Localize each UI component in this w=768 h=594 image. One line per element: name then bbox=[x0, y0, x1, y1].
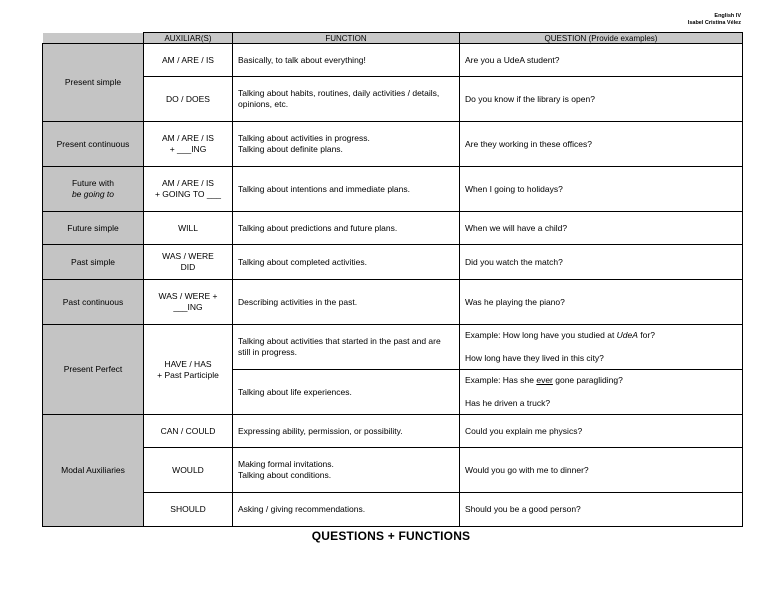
function-cell: Talking about predictions and future plans. bbox=[233, 212, 460, 245]
question-cell: Are they working in these offices? bbox=[460, 122, 743, 167]
function-cell bbox=[233, 448, 460, 493]
function-line: Making formal invitations. bbox=[238, 459, 334, 469]
tense-line: Future with bbox=[71, 178, 115, 188]
tense-past-continuous: Past continuous bbox=[43, 280, 144, 325]
question-line: Has he driven a truck? bbox=[465, 398, 551, 408]
column-header-question: QUESTION (Provide examples) bbox=[460, 33, 743, 44]
aux-cell: CAN / COULD bbox=[144, 415, 233, 448]
question-text: gone paragliding? bbox=[552, 375, 623, 385]
question-cell: Should you be a good person? bbox=[460, 493, 743, 527]
aux-line: WAS / WERE + bbox=[158, 291, 218, 301]
aux-line: + Past Participle bbox=[157, 369, 219, 380]
aux-line: HAVE / HAS bbox=[164, 358, 212, 369]
tense-future-going-to bbox=[43, 167, 144, 212]
aux-cell: SHOULD bbox=[144, 493, 233, 527]
question-cell: When we will have a child? bbox=[460, 212, 743, 245]
function-cell bbox=[233, 122, 460, 167]
header-course: English IV bbox=[714, 13, 741, 19]
question-italic: UdeA bbox=[616, 330, 638, 340]
function-cell: Talking about intentions and immediate plans. bbox=[233, 167, 460, 212]
question-cell bbox=[460, 370, 743, 415]
question-cell: Did you watch the match? bbox=[460, 245, 743, 280]
function-line: Talking about activities in progress. bbox=[238, 133, 370, 143]
aux-cell bbox=[144, 280, 233, 325]
aux-cell: DO / DOES bbox=[144, 77, 233, 122]
function-cell: Basically, to talk about everything! bbox=[233, 44, 460, 77]
question-cell bbox=[460, 325, 743, 370]
tense-future-simple: Future simple bbox=[43, 212, 144, 245]
grammar-table bbox=[42, 32, 743, 527]
question-cell: Was he playing the piano? bbox=[460, 280, 743, 325]
tense-present-continuous: Present continuous bbox=[43, 122, 144, 167]
aux-line: + GOING TO ___ bbox=[154, 189, 222, 199]
tense-present-perfect: Present Perfect bbox=[43, 325, 144, 415]
column-header-function: FUNCTION bbox=[233, 33, 460, 44]
question-line: How long have they lived in this city? bbox=[465, 353, 604, 363]
question-line bbox=[465, 330, 737, 341]
function-line: Talking about definite plans. bbox=[238, 144, 343, 154]
question-cell: Do you know if the library is open? bbox=[460, 77, 743, 122]
question-cell: Would you go with me to dinner? bbox=[460, 448, 743, 493]
tense-past-simple: Past simple bbox=[43, 245, 144, 280]
tense-present-simple: Present simple bbox=[43, 44, 144, 122]
header-blank-cell bbox=[43, 33, 144, 44]
question-cell: When I going to holidays? bbox=[460, 167, 743, 212]
question-text: for? bbox=[637, 330, 655, 340]
aux-line: AM / ARE / IS bbox=[162, 133, 214, 143]
aux-cell bbox=[144, 325, 233, 415]
column-header-auxiliars: AUXILIAR(S) bbox=[144, 33, 233, 44]
question-line bbox=[465, 375, 737, 386]
aux-cell: AM / ARE / IS bbox=[144, 44, 233, 77]
function-cell: Talking about life experiences. bbox=[233, 370, 460, 415]
aux-cell: WOULD bbox=[144, 448, 233, 493]
aux-line: + ___ING bbox=[169, 144, 207, 154]
aux-cell bbox=[144, 122, 233, 167]
function-line: Talking about conditions. bbox=[238, 470, 332, 480]
question-cell: Could you explain me physics? bbox=[460, 415, 743, 448]
aux-line: AM / ARE / IS bbox=[162, 178, 214, 188]
question-cell: Are you a UdeA student? bbox=[460, 44, 743, 77]
tense-modal-auxiliaries: Modal Auxiliaries bbox=[43, 415, 144, 527]
header-author: Isabel Cristina Vélez bbox=[687, 20, 741, 26]
tense-line-italic: be going to bbox=[71, 189, 115, 199]
question-underlined: ever bbox=[536, 375, 553, 385]
function-cell: Talking about activities that started in the past and are still in progress. bbox=[233, 325, 460, 370]
aux-line: ___ING bbox=[173, 302, 203, 312]
function-cell: Asking / giving recommendations. bbox=[233, 493, 460, 527]
question-text: Example: How long have you studied at bbox=[465, 330, 617, 340]
page-title: QUESTIONS + FUNCTIONS bbox=[311, 529, 471, 543]
aux-line: WAS / WERE bbox=[162, 251, 214, 261]
aux-cell bbox=[144, 167, 233, 212]
aux-cell bbox=[144, 245, 233, 280]
aux-line: DID bbox=[180, 262, 196, 272]
function-cell: Describing activities in the past. bbox=[233, 280, 460, 325]
aux-cell: WILL bbox=[144, 212, 233, 245]
function-cell: Talking about completed activities. bbox=[233, 245, 460, 280]
question-text: Example: Has she bbox=[465, 375, 537, 385]
function-cell: Expressing ability, permission, or possibility. bbox=[233, 415, 460, 448]
function-cell: Talking about habits, routines, daily activities / details, opinions, etc. bbox=[233, 77, 460, 122]
